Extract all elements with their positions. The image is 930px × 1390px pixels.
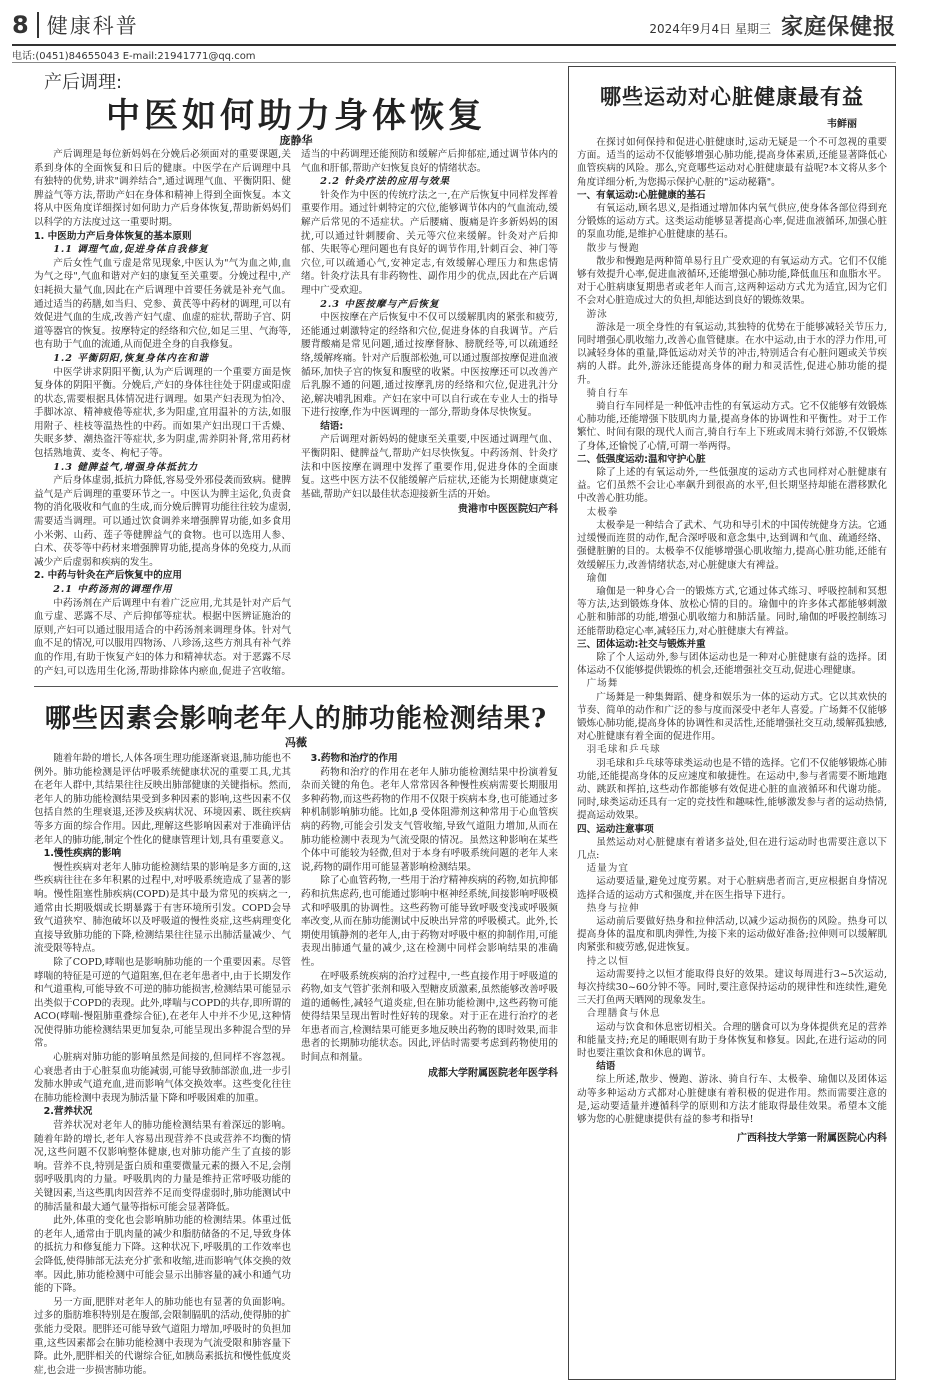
paragraph: 羽毛球和乒乓球等球类运动也是不错的选择。它们不仅能够锻炼心肺功能,还能提高身体的反应速度和敏捷性。在运动中,参与者需要不断地跑动、跳跃和挥拍,这些动作都能够有效促进心脏的血液循环和代谢功能。同时,球类运动还具有一定的竞技性和趣味性,能够激发参与者的运动热情,提高运动效果。 — [577, 757, 887, 822]
article-kicker: 产后调理: — [44, 72, 123, 93]
paragraph: 运动要适量,避免过度劳累。对于心脏病患者而言,更应根据自身情况选择合适的运动方式和强度,并在医生指导下进行。 — [577, 876, 887, 901]
paragraph: 药物和治疗的作用在老年人肺功能检测结果中扮演着复杂而关键的角色。老年人常常因各种慢性疾病需要长期服用多种药物,而这些药物的作用不仅限于疾病本身,也可能通过多种机制影响肺功能。比如,β 受体阻滞剂这种常用于心血管疾病的药物,可能会引发支气管收缩,导致气道阻力增加,从而在肺功能检测中表现为气流受限的情况。虽然这种影响在某些个体中可能较为轻微,但对于本身有呼吸系统问题的老年人来说,药物的副作用可能显著影响检测结果。 — [301, 766, 558, 873]
paragraph: 此外,体重的变化也会影响肺功能的检测结果。体重过低的老年人,通常由于肌肉量的减少和脂肪储备的不足,导致身体的抵抗力和修复能力下降。这种状况下,呼吸肌的工作效率也会降低,使得肺部无法充分扩张和收缩,进而影响气体交换的效率。因此,肺功能检测中可能会显示出肺容量的减小和通气功能的下降。 — [34, 1215, 291, 1295]
paragraph: 除了心血管药物,一些用于治疗精神疾病的药物,如抗抑郁药和抗焦虑药,也可能通过影响中枢神经系统,间接影响呼吸模式和呼吸肌的协调性。这些药物可能导致呼吸变浅或呼吸频率改变,从而在肺功能测试中反映出异常的呼吸模式。此外,长期使用镇静剂的老年人,由于药物对呼吸中枢的抑制作用,可能表现出肺通气量的减少,这在检测中同样会影响结果的准确性。 — [301, 875, 558, 968]
paragraph: 游泳是一项全身性的有氧运动,其独特的优势在于能够减轻关节压力,同时增强心肌收缩力,改善心血管健康。在水中运动,由于水的浮力作用,可以减轻身体的重量,降低运动对关节的冲击,特别适合有心脏问题或关节疾病的人群。此外,游泳还能提高身体的耐力和灵活性,促进心肺功能的提升。 — [577, 321, 887, 386]
paragraph: 综上所述,散步、慢跑、游泳、骑自行车、太极拳、瑜伽以及团体运动等多种运动方式都对心脏健康有着积极的促进作用。然而需要注意的是,运动要适量并遵循科学的原则和方法才能取得最佳效果。希望本文能够为您的心脏健康提供有益的参考和指导! — [577, 1074, 887, 1126]
paragraph: 除了COPD,哮喘也是影响肺功能的一个重要因素。尽管哮喘的特征是可逆的气道阻塞,但在老年患者中,由于长期发作和气道重构,可能导致不可逆的肺功能损害,检测结果可能显示出类似于COPD的表现。此外,哮喘与COPD的共存,即所谓的ACO(哮喘-慢阻肺重叠综合征),在老年人中并不少见,这种情况使得肺功能检测结果更加复杂,可能呈现出多种混合型的异常。 — [34, 956, 291, 1050]
section-heading: 3.药物和治疗的作用 — [310, 753, 398, 764]
article-postpartum — [34, 66, 558, 682]
subsection-heading: 2.1 中药汤剂的调理作用 — [53, 584, 173, 595]
paragraph: 产后身体虚弱,抵抗力降低,容易受外邪侵袭而致病。健脾益气是产后调理的重要环节之一。中医认为脾主运化,负责食物的消化吸收和气血的生成,而分娩后脾胃功能往往较为虚弱,需要适当调理。可以通过饮食调养来增强脾胃功能,如多食用小米粥、山药、莲子等健脾益气的食物。也可以选用人参、白术、茯苓等中药材来增强脾胃功能,提高身体的免疫力,从而减少产后虚弱和疾病的发生。 — [34, 475, 291, 568]
paragraph: 运动前后要做好热身和拉伸活动,以减少运动损伤的风险。热身可以提高身体的温度和肌肉弹性,为接下来的运动做好准备;拉伸则可以缓解肌肉紧张和疲劳感,促进恢复。 — [577, 915, 887, 954]
issue-date: 2024年9月4日 星期三 — [649, 21, 771, 36]
paragraph: 运动与饮食和休息密切相关。合理的膳食可以为身体提供充足的营养和能量支持;充足的睡眠则有助于身体恢复和修复。因此,在进行运动的同时也要注重饮食和休息的调节。 — [577, 1021, 887, 1060]
subsection-heading: 2.3 中医按摩与产后恢复 — [320, 298, 440, 310]
article-heart-exercise — [568, 66, 896, 1380]
subsection-heading: 骑自行车 — [586, 387, 629, 399]
subsection-heading: 瑜伽 — [586, 572, 608, 584]
paragraph: 产后调理对新妈妈的健康至关重要,中医通过调理气血、平衡阴阳、健脾益气,帮助产妇尽快恢复。中药汤剂、针灸疗法和中医按摩在调理中发挥了重要作用,促进身体的全面康复。这些中医方法不仅能缓解产后症状,还能为长期健康奠定基础,帮助产妇以最佳状态迎接新生活的开始。 — [301, 434, 558, 500]
author-affiliation: 成都大学附属医院老年医学科 — [428, 1067, 558, 1079]
paragraph: 运动需要持之以恒才能取得良好的效果。建议每周进行3~5次运动,每次持续30~60分钟不等。同时,要注意保持运动的规律性和连续性,避免三天打鱼两天晒网的现象发生。 — [577, 968, 887, 1007]
paragraph: 慢性疾病对老年人肺功能检测结果的影响是多方面的,这些疾病往往在多年积累的过程中,对呼吸系统造成了显著的影响。慢性阻塞性肺疾病(COPD)是其中最为常见的疾病之一,通常由长期吸烟或长期暴露于有害环境所引发。COPD会导致气道狭窄、肺泡破坏以及呼吸道的慢性炎症,这些病理变化直接导致肺功能的下降,检测结果往往显示出肺活量减少、气流受限等特点。 — [34, 861, 291, 955]
subsection-heading: 2.2 针灸疗法的应用与效果 — [320, 176, 451, 188]
page-header — [12, 6, 896, 44]
author-affiliation: 贵港市中医医院妇产科 — [458, 504, 558, 516]
subsection-heading: 1.2 平衡阴阳,恢复身体内在和谐 — [53, 352, 209, 364]
paragraph: 虽然运动对心脏健康有着诸多益处,但在进行运动时也需要注意以下几点: — [577, 836, 887, 861]
subsection-heading: 太极拳 — [586, 506, 619, 518]
subsection-heading: 羽毛球和乒乓球 — [586, 744, 661, 756]
article-title: 哪些因素会影响老年人的肺功能检测结果? — [44, 704, 548, 734]
article-lung-function — [34, 692, 558, 1380]
paragraph: 除了上述的有氧运动外,一些低强度的运动方式也同样对心脏健康有益。它们虽然不会让心率飙升到很高的水平,但长期坚持却能在潜移默化中改善心脏功能。 — [577, 467, 887, 505]
paragraph: 中医学讲求阴阳平衡,认为产后调理的一个重要方面是恢复身体的阴阳平衡。分娩后,产妇的身体往往处于阴虚或阳虚的状态,需要根据具体情况进行调理。如果产妇表现为怕冷、手脚冰凉、精神疲倦等症状,多为阳虚,宜用温补的方法,如服用附子、桂枝等温热性的中药。而如果产妇出现口干舌燥、失眠多梦、潮热盗汗等症状,多为阴虚,需养阴补肾,常用药材包括熟地黄、麦冬、枸杞子等。 — [34, 366, 291, 460]
paragraph: 除了个人运动外,参与团体运动也是一种对心脏健康有益的选择。团体运动不仅能够提供锻炼的机会,还能增强社交互动,促进心理健康。 — [577, 651, 887, 677]
header-divider — [37, 12, 39, 38]
newspaper-name: 家庭保健报 — [780, 13, 896, 40]
section-heading: 三、团体运动:社交与锻炼并重 — [577, 638, 706, 650]
paragraph: 有氧运动,顾名思义,是指通过增加体内氧气供应,使身体各部位得到充分锻炼的运动方式。这类运动能够显著提高心率,促进血液循环,加强心脏的泵血功能,是维护心脏健康的基石。 — [577, 203, 887, 241]
section-heading: 1. 中医助力产后身体恢复的基本原则 — [34, 230, 192, 242]
section-heading: 四、运动注意事项 — [577, 823, 654, 835]
paragraph: 产后调理是每位新妈妈在分娩后必须面对的重要课题,关系到身体的全面恢复和日后的健康。中医学在产后调理中具有独特的优势,讲求"调养结合",通过调理气血、平衡阴阳、健脾益气等方法,帮助产妇在身体和精神上得到全面恢复。本文将从中医角度详细探讨如何助力产后身体恢复,帮助新妈妈们以科学的方法度过这一重要时期。 — [34, 149, 291, 228]
paragraph: 中医按摩在产后恢复中不仅可以缓解肌肉的紧张和疲劳,还能通过刺激特定的经络和穴位,促进身体的自我调节。产后腰背酸痛是常见问题,通过按摩督脉、膀胱经等,可以疏通经络,缓解疼痛。针对产后腹部松弛,可以通过腹部按摩促进血液循环,加快子宫的恢复和腹壁的收紧。中医按摩还可以改善产后乳腺不通的问题,通过按摩乳房的经络和穴位,促进乳汁分泌,解决哺乳困难。产妇在家中可以自行或在专业人士的指导下进行按摩,作为中医调理的一部分,帮助身体尽快恢复。 — [301, 312, 558, 419]
section-title: 健康科普 — [46, 14, 139, 38]
article-title: 哪些运动对心脏健康最有益 — [600, 84, 864, 109]
paragraph: 心脏病对肺功能的影响虽然是间接的,但同样不容忽视。心衰患者由于心脏泵血功能减弱,可能导致肺部淤血,进一步引发肺水肿或气道充血,进而影响气体交换效率。这些变化往往在肺功能检测中表现为肺活量下降和呼吸困难的加重。 — [34, 1052, 291, 1104]
paragraph: 骑自行车同样是一种低冲击性的有氧运动方式。它不仅能够有效锻炼心肺功能,还能增强下肢肌肉力量,提高身体的协调性和平衡性。对于工作繁忙、时间有限的现代人而言,骑自行车上下班或周末骑行郊游,不仅锻炼了身体,还愉悦了心情,可谓一举两得。 — [577, 401, 887, 452]
subsection-heading: 1.3 健脾益气,增强身体抵抗力 — [53, 461, 199, 473]
article-body — [34, 752, 558, 1380]
contact-line: 电话:(0451)84655043 E-mail:21941771@qq.com — [12, 51, 256, 62]
article-body — [577, 136, 887, 1145]
subsection-heading: 游泳 — [586, 308, 608, 320]
paragraph: 另一方面,肥胖对老年人的肺功能也有显著的负面影响。过多的脂肪堆积特别是在腹部,会限制膈肌的活动,使得肺的扩张能力受限。肥胖还可能导致气道阻力增加,呼吸时的负担加重,这些因素都会在肺功能检测中表现为气流受限和肺容量下降。此外,肥胖相关的代谢综合征,如胰岛素抵抗和慢性低度炎症,也会进一步损害肺功能。 — [34, 1296, 291, 1376]
subsection-heading: 合理膳食与休息 — [586, 1008, 661, 1020]
article-author: 冯薇 — [285, 736, 307, 749]
paragraph: 产后女性气血亏虚是常见现象,中医认为"气为血之帅,血为气之母",气血和谐对产妇的康复至关重要。分娩过程中,产妇耗损大量气血,因此在产后调理中首要任务就是补充气血。通过适当的药膳,如当归、党参、黄芪等中药材的调理,可以有效促进气血的生成,改善产妇气虚、血虚的症状,帮助子宫、阴道等器官的恢复。按摩特定的经络和穴位,如足三里、气海等,也有助于气血的流通,从而促进全身的自我修复。 — [34, 257, 291, 351]
paragraph: 在呼吸系统疾病的治疗过程中,一些直接作用于呼吸道的药物,如支气管扩张剂和吸入型糖皮质激素,虽然能够改善呼吸道的通畅性,减轻气道炎症,但在肺功能检测中,这些药物可能使得结果呈现出暂时性好转的现象。对于正在进行治疗的老年患者而言,检测结果可能更多地反映出药物的即时效果,而非患者的长期肺功能状态。因此,评估时需要考虑到药物使用的时间点和剂量。 — [301, 970, 558, 1064]
section-heading: 一、有氧运动:心脏健康的基石 — [577, 189, 706, 201]
subsection-heading: 持之以恒 — [586, 955, 629, 967]
conclusion-heading: 结语: — [320, 420, 344, 432]
paragraph: 瑜伽是一种身心合一的锻炼方式,它通过体式练习、呼吸控制和冥想等方法,达到锻炼身体、放松心情的目的。瑜伽中的许多体式都能够刺激心脏和肺部的功能,增强心肌收缩力和肺活量。同时,瑜伽的呼吸控制练习还能帮助稳定心率,减轻压力,对心脏健康大有裨益。 — [577, 585, 887, 637]
article-author: 庞静华 — [279, 134, 313, 147]
section-heading: 二、低强度运动:温和守护心脏 — [577, 453, 706, 465]
paragraph: 针灸作为中医的传统疗法之一,在产后恢复中同样发挥着重要作用。通过针刺特定的穴位,能够调节体内的气血流动,缓解产后常见的不适症状。产后腰痛、腹痛是许多新妈妈的困扰,可以通过针刺腰俞、关元等穴位来缓解。针灸对产后抑郁、失眠等心理问题也有良好的调节作用,针刺百会、神门等穴位,可以疏通心气,安神定志,有效缓解心理压力和焦虑情绪。针灸疗法具有非药物性、副作用少的优点,因此在产后调理中广受欢迎。 — [301, 189, 558, 296]
paragraph: 营养状况对老年人的肺功能检测结果有着深远的影响。随着年龄的增长,老年人容易出现营养不良或营养不均衡的情况,这些问题不仅影响整体健康,也对肺功能产生了直接的影响。营养不良,特别是蛋白质和重要微量元素的摄入不足,会削弱呼吸肌肉的力量。呼吸肌肉的力量是维持正常呼吸功能的关键因素,当这些肌肉因营养不足而变得虚弱时,肺功能测试中的肺活量和最大通气量等指标可能会显著降低。 — [34, 1120, 291, 1213]
author-affiliation: 广西科技大学第一附属医院心内科 — [737, 1133, 887, 1145]
article-divider — [34, 686, 558, 687]
paragraph: 散步和慢跑是两种简单易行且广受欢迎的有氧运动方式。它们不仅能够有效提升心率,促进血液循环,还能增强心肺功能,降低血压和血脂水平。对于心脏病康复期患者或老年人而言,这两种运动方式尤为适宜,因为它们不会对心脏造成过大的负担,却能达到良好的锻炼效果。 — [577, 255, 887, 307]
subsection-heading: 广场舞 — [586, 678, 619, 690]
paragraph: 广场舞是一种集舞蹈、健身和娱乐为一体的运动方式。它以其欢快的节奏、简单的动作和广泛的参与度而深受中老年人喜爱。广场舞不仅能够锻炼心肺功能,提高身体的协调性和灵活性,还能增强社交互动,缓解孤独感,对心脏健康有着全面的促进作用。 — [577, 691, 887, 743]
page-number: 8 — [12, 11, 29, 39]
section-heading: 2.营养状况 — [43, 1106, 93, 1118]
article-title: 中医如何助力身体恢复 — [106, 96, 486, 136]
contact-rule — [12, 62, 896, 63]
subsection-heading: 1.1 调理气血,促进身体自我修复 — [53, 244, 209, 256]
header-rule — [12, 44, 896, 46]
article-author: 韦鲜丽 — [827, 119, 857, 130]
header-right — [649, 10, 896, 41]
subsection-heading: 热身与拉伸 — [586, 902, 640, 914]
section-heading: 1.慢性疾病的影响 — [43, 848, 122, 860]
paragraph: 中药汤剂在产后调理中有着广泛应用,尤其是针对产后气血亏虚、恶露不尽、产后抑郁等症状。根据中医辨证施治的原则,产妇可以通过服用适合的中药汤剂来调理身体。针对气血不足的情况,可以服用四物汤、八珍汤,这些方剂具有补气养血的作用,有助于恢复产妇的体力和精神状态。对于恶露不尽的产妇,可以选用生化汤,帮助排除体内瘀血,促进子宫收缩。适当的中药调理还能预防和缓解产后抑郁症,通过调节体内的气血和肝郁,帮助产妇恢复良好的情绪状态。 — [34, 149, 558, 677]
subsection-heading: 适量为宜 — [586, 863, 629, 875]
paragraph: 太极拳是一种结合了武术、气功和导引术的中国传统健身方法。它通过缓慢而连贯的动作,配合深呼吸和意念集中,达到调和气血、疏通经络、强健脏腑的目的。太极拳不仅能够增强心肌收缩力,提高心脏功能,还能有效缓解压力,改善情绪状态,对心脏健康大有裨益。 — [577, 519, 887, 571]
paragraph: 随着年龄的增长,人体各项生理功能逐渐衰退,肺功能也不例外。肺功能检测是评估呼吸系统健康状况的重要工具,尤其在老年人群中,其结果往往反映出肺部健康的关键指标。然而,老年人的肺功能检测结果受到多种因素的影响,这些因素不仅包括自然的生理衰退,还涉及疾病状况、环境因素、既往疾病等多方面的综合作用。因此,理解这些影响因素对于准确评估老年人的肺功能,制定个性化的健康管理计划,具有重要意义。 — [34, 753, 291, 846]
conclusion-heading: 结语 — [596, 1061, 616, 1073]
article-body — [34, 148, 558, 682]
paragraph: 在探讨如何保持和促进心脏健康时,运动无疑是一个不可忽视的重要方面。适当的运动不仅能够增强心肺功能,提高身体素质,还能显著降低心血管疾病的风险。那么,究竟哪些运动对心脏健康最有益呢?本文将从多个角度详细分析,为您揭示保护心脏的"运动秘籍"。 — [577, 137, 887, 188]
subsection-heading: 散步与慢跑 — [586, 242, 640, 254]
section-heading: 2. 中药与针灸在产后恢复中的应用 — [34, 570, 182, 582]
